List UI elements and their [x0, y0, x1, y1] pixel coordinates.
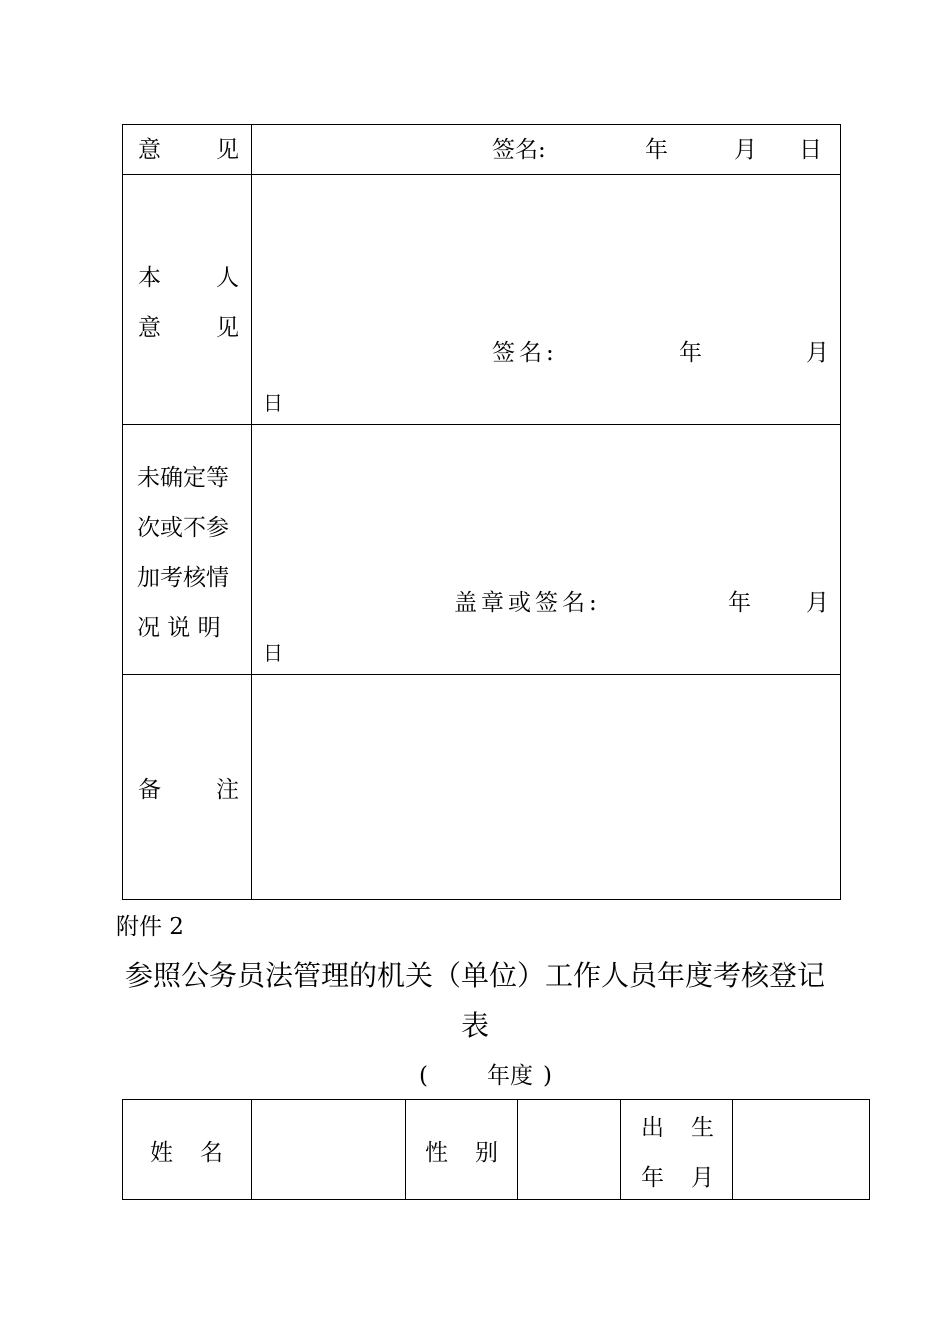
- divider: [620, 1100, 621, 1199]
- birth-label-char-2: 生: [691, 1115, 714, 1141]
- undetermined-grade-explanation-row: [122, 424, 841, 675]
- remarks-row: [122, 674, 841, 900]
- seal-or-signature-label: 盖章或签名:: [454, 590, 601, 616]
- day-label: 日: [263, 391, 283, 415]
- remarks-label-char-1: 备: [138, 777, 161, 803]
- gender-label-char-2: 别: [475, 1140, 498, 1166]
- birth-date-value-field[interactable]: [733, 1100, 869, 1199]
- undetermined-label-line-2: 次或不参: [137, 515, 229, 541]
- gender-label-char-1: 性: [425, 1140, 448, 1166]
- opinion-label-cell: [123, 125, 252, 175]
- year-label: 年: [728, 590, 751, 616]
- opinion-row: [122, 124, 841, 175]
- opinion-label-char-2: 见: [216, 137, 239, 163]
- month-label: 月: [806, 590, 829, 616]
- remarks-label-cell: [123, 675, 252, 899]
- year-label: 年度: [487, 1063, 533, 1089]
- name-label-char-1: 姓: [150, 1140, 173, 1166]
- divider: [405, 1100, 406, 1199]
- personal-opinion-label-cell: [123, 175, 252, 425]
- year-paren-close: ): [543, 1063, 552, 1089]
- birth-label-char-4: 月: [691, 1165, 714, 1191]
- month-label: 月: [734, 137, 757, 163]
- personal-opinion-char-1: 本: [138, 265, 161, 291]
- name-value-field[interactable]: [252, 1100, 404, 1199]
- personal-opinion-row: [122, 174, 841, 425]
- undetermined-label-line-1: 未确定等: [137, 465, 229, 491]
- personal-opinion-char-3: 意: [138, 315, 161, 341]
- birth-label-char-1: 出: [641, 1115, 664, 1141]
- evaluation-form-continued: [122, 124, 841, 899]
- undetermined-grade-label-cell: [123, 425, 252, 675]
- undetermined-label-line-4: 况 说 明: [137, 615, 221, 641]
- registration-form-header-table: [122, 1099, 870, 1200]
- personal-opinion-char-2: 人: [216, 265, 239, 291]
- remarks-label-char-2: 注: [216, 777, 239, 803]
- form-title-line-2: 表: [460, 1009, 489, 1042]
- year-label: 年: [679, 340, 702, 366]
- day-label: 日: [263, 641, 283, 665]
- month-label: 月: [806, 340, 829, 366]
- day-label: 日: [799, 137, 822, 163]
- name-label-char-2: 名: [200, 1140, 223, 1166]
- signature-label: 签名:: [492, 340, 558, 366]
- birth-label-char-3: 年: [641, 1165, 664, 1191]
- form-title-line-1: 参照公务员法管理的机关（单位）工作人员年度考核登记: [124, 959, 825, 992]
- year-paren-open: (: [419, 1063, 428, 1089]
- signature-label: 签名:: [492, 137, 546, 163]
- opinion-label-char-1: 意: [138, 137, 161, 163]
- year-label: 年: [645, 137, 668, 163]
- undetermined-label-line-3: 加考核情: [137, 565, 229, 591]
- personal-opinion-char-4: 见: [216, 315, 239, 341]
- gender-value-field[interactable]: [518, 1100, 619, 1199]
- annex-label: 附件 2: [116, 914, 184, 940]
